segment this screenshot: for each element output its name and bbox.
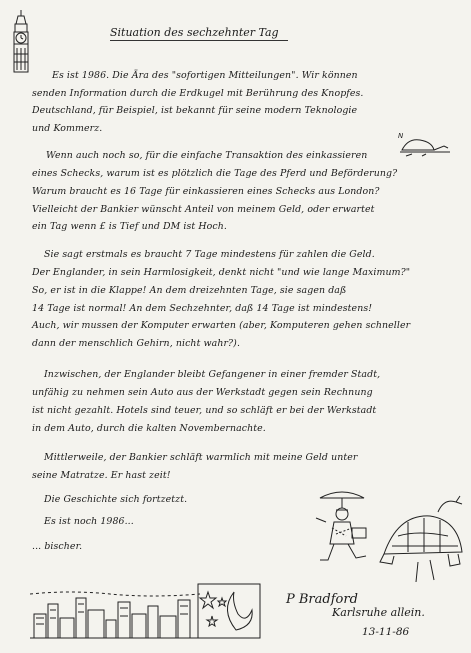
text-line: Warum braucht es 16 Tage für einkassieren eines Schecks aus London? [32,186,380,197]
signature-date: 13-11-86 [362,626,410,638]
text-line: Sie sagt erstmals es braucht 7 Tage mindestens für zahlen die Geld. [44,249,375,260]
text-line: in dem Auto, durch die kalten Novembernachte. [32,423,266,434]
big-ben-clock-tower-illustration [6,8,36,74]
text-line: Inzwischen, der Englander bleibt Gefangener in einer fremder Stadt, [44,369,381,380]
text-line: ein Tag wenn £ is Tief und DM ist Hoch. [32,221,227,232]
text-line: Es ist noch 1986... [44,516,134,527]
text-line: Auch, wir mussen der Komputer erwarten (aber, Komputeren gehen schneller [32,320,411,331]
city-skyline-doodle [30,590,200,640]
snail-doodle-illustration [398,128,454,158]
letter-title: Situation des sechzehnter Tag [110,26,279,39]
text-line: senden Information durch die Erdkugel mit Berührung des Knopfes. [32,88,364,99]
text-line: Vielleicht der Bankier wünscht Anteil von meinem Geld, oder erwartet [32,204,375,215]
text-line: ... bischer. [32,541,83,552]
text-line: seine Matratze. Er hast zeit! [32,470,171,481]
text-line: unfähig zu nehmen sein Auto aus der Werkstadt gegen sein Rechnung [32,387,373,398]
running-man-with-briefcase-doodle [312,488,378,566]
text-line: Mittlerweile, der Bankier schläft warmlich mit meine Geld unter [44,452,358,463]
title-underline [110,40,288,41]
text-line: Der Englander, in sein Harmlosigkeit, denkt nicht "und wie lange Maximum?" [32,267,411,278]
text-line: So, er ist in die Klappe! An dem dreizehnten Tage, sie sagen daß [32,285,347,296]
tortoise-doodle-illustration [378,492,466,588]
text-line: und Kommerz. [32,123,103,134]
text-line: Wenn auch noch so, für die einfache Transaktion des einkassieren [46,150,368,161]
signature-place: Karlsruhe allein. [332,606,425,619]
svg-text:N: N [398,132,404,140]
moon-and-stars-doodle [196,582,262,640]
signature: P Bradford [286,592,358,607]
text-line: dann der menschlich Gehirn, nicht wahr?). [32,338,241,349]
text-line: Es ist 1986. Die Ära des "sofortigen Mitteilungen". Wir können [52,70,358,81]
text-line: Die Geschichte sich fortzetzt. [44,494,188,505]
text-line: 14 Tage ist normal! An dem Sechzehnter, daß 14 Tage ist mindestens! [32,303,373,314]
text-line: eines Schecks, warum ist es plötzlich die Tage des Pferd und Beförderung? [32,168,398,179]
text-line: ist nicht gezahlt. Hotels sind teuer, und so schläft er bei der Werkstadt [32,405,377,416]
text-line: Deutschland, für Beispiel, ist bekannt für seine modern Teknologie [32,105,358,116]
